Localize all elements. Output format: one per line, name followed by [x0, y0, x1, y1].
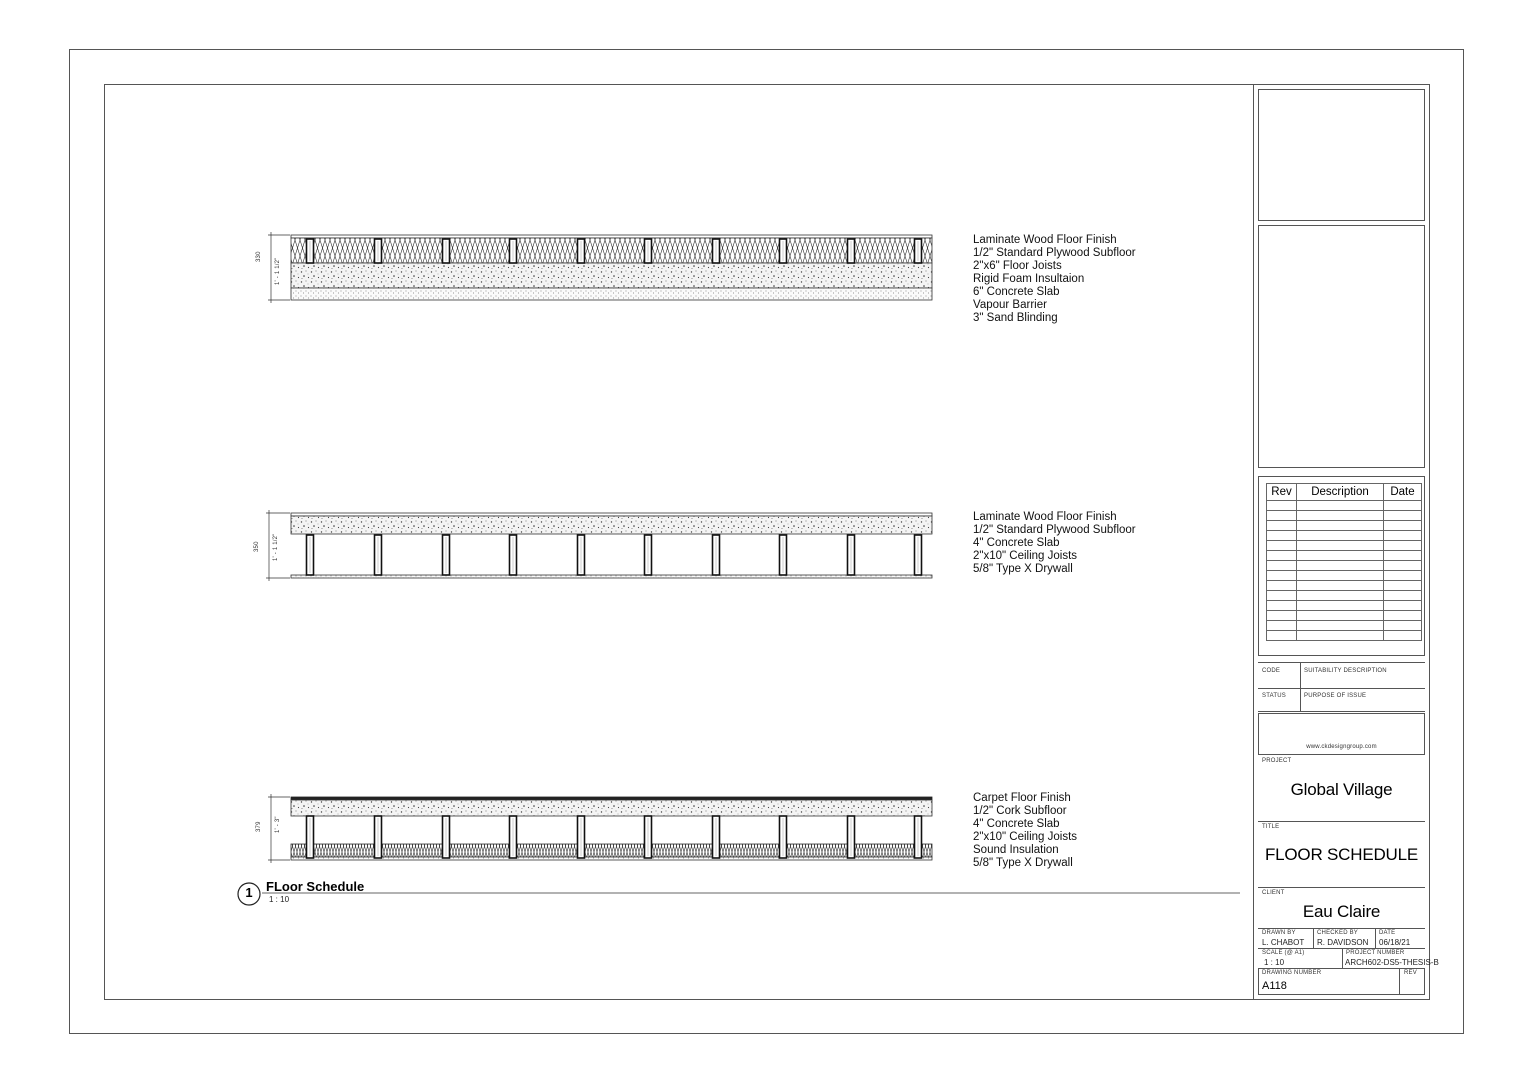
drawing-number-row [1258, 968, 1425, 995]
layer-label: Laminate Wood Floor Finish [973, 234, 1117, 246]
project-number-value: ARCH602-DS5-THESIS-B [1345, 958, 1439, 967]
revision-row [1267, 631, 1422, 641]
rev-label: REV [1404, 970, 1417, 976]
website-text: www.ckdesigngroup.com [1306, 744, 1377, 750]
revision-row [1267, 561, 1422, 571]
view-title: FLoor Schedule [266, 879, 365, 894]
status-label: STATUS [1262, 693, 1286, 699]
purpose-label: PURPOSE OF ISSUE [1304, 693, 1367, 699]
layer-label: 1/2" Standard Plywood Subfloor [973, 247, 1136, 259]
revision-row [1267, 611, 1422, 621]
drawing-number-label: DRAWING NUMBER [1262, 970, 1322, 976]
section-3-graphic [268, 794, 932, 863]
drawn-by-value: L. CHABOT [1262, 938, 1305, 947]
notes-box [1258, 225, 1425, 468]
layer-label: 4" Concrete Slab [973, 537, 1060, 549]
revision-box [1258, 476, 1425, 656]
checked-by-value: R. DAVIDSON [1317, 938, 1369, 947]
layer-label: Sound Insulation [973, 844, 1059, 856]
revision-row [1267, 601, 1422, 611]
drawing-number-value: A118 [1262, 980, 1287, 992]
layer-label: Vapour Barrier [973, 299, 1047, 311]
drawing-title: FLOOR SCHEDULE [1264, 845, 1419, 864]
layer-label: 3" Sand Blinding [973, 312, 1058, 324]
checked-by-label: CHECKED BY [1317, 930, 1359, 936]
section-1-dim-mm: 330 [256, 251, 262, 262]
section-2-dim-ft: 1' - 1 1/2" [273, 533, 279, 561]
client-box [1258, 888, 1425, 928]
section-1-dim-ft: 1' - 1 1/2" [275, 257, 281, 285]
layer-label: Carpet Floor Finish [973, 792, 1071, 804]
website-box [1258, 713, 1425, 755]
revision-row [1267, 591, 1422, 601]
layer-label: 1/2" Cork Subfloor [973, 805, 1067, 817]
revision-row [1267, 531, 1422, 541]
rev-header: Rev [1267, 484, 1297, 501]
scale-label: SCALE (@ A1) [1262, 950, 1305, 956]
section-3-layer-list [973, 792, 1077, 870]
layer-label: Rigid Foam Insultaion [973, 273, 1085, 285]
revision-row [1267, 571, 1422, 581]
section-3-dim-ft: 1' - 3" [275, 816, 281, 833]
date-header: Date [1384, 484, 1422, 501]
drawn-row [1258, 928, 1425, 948]
revision-row [1267, 541, 1422, 551]
project-number-label: PROJECT NUMBER [1346, 950, 1405, 956]
layer-label: 4" Concrete Slab [973, 818, 1060, 830]
revision-row [1267, 581, 1422, 591]
view-scale: 1 : 10 [269, 895, 290, 904]
section-1-graphic [268, 232, 932, 303]
logo-box [1258, 89, 1425, 221]
layer-label: 5/8" Type X Drywall [973, 563, 1073, 575]
layer-label: 2"x10" Ceiling Joists [973, 550, 1078, 562]
drawn-by-label: DRAWN BY [1262, 930, 1296, 936]
revision-row [1267, 621, 1422, 631]
title-box [1258, 822, 1425, 888]
revision-row [1267, 551, 1422, 561]
layer-label: 6" Concrete Slab [973, 286, 1060, 298]
project-label: PROJECT [1262, 758, 1292, 764]
client-label: CLIENT [1262, 890, 1285, 896]
suitability-label: SUITABILITY DESCRIPTION [1304, 668, 1387, 674]
section-2-dim-mm: 350 [254, 541, 260, 552]
section-2-layer-list [973, 511, 1136, 576]
client-name: Eau Claire [1302, 902, 1381, 921]
revision-row [1267, 511, 1422, 521]
code-status-box [1258, 662, 1425, 712]
project-name: Global Village [1290, 780, 1393, 799]
revision-table [1266, 483, 1422, 641]
section-1-layer-list [973, 234, 1136, 325]
date-label: DATE [1379, 930, 1396, 936]
code-label: CODE [1262, 668, 1281, 674]
revision-row [1267, 521, 1422, 531]
section-3-dim-mm: 379 [256, 821, 262, 832]
title-label: TITLE [1262, 824, 1280, 830]
revision-row [1267, 501, 1422, 511]
layer-label: 1/2" Standard Plywood Subfloor [973, 524, 1136, 536]
layer-label: Laminate Wood Floor Finish [973, 511, 1117, 523]
scale-row [1258, 948, 1439, 968]
layer-label: 2"x10" Ceiling Joists [973, 831, 1078, 843]
scale-value: 1 : 10 [1264, 958, 1285, 967]
date-value: 06/18/21 [1379, 938, 1411, 947]
view-number: 1 [245, 885, 253, 900]
layer-label: 2"x6" Floor Joists [973, 260, 1062, 272]
description-header: Description [1297, 484, 1384, 501]
project-box [1258, 756, 1425, 822]
section-2-graphic [266, 510, 932, 581]
layer-label: 5/8" Type X Drywall [973, 857, 1073, 869]
